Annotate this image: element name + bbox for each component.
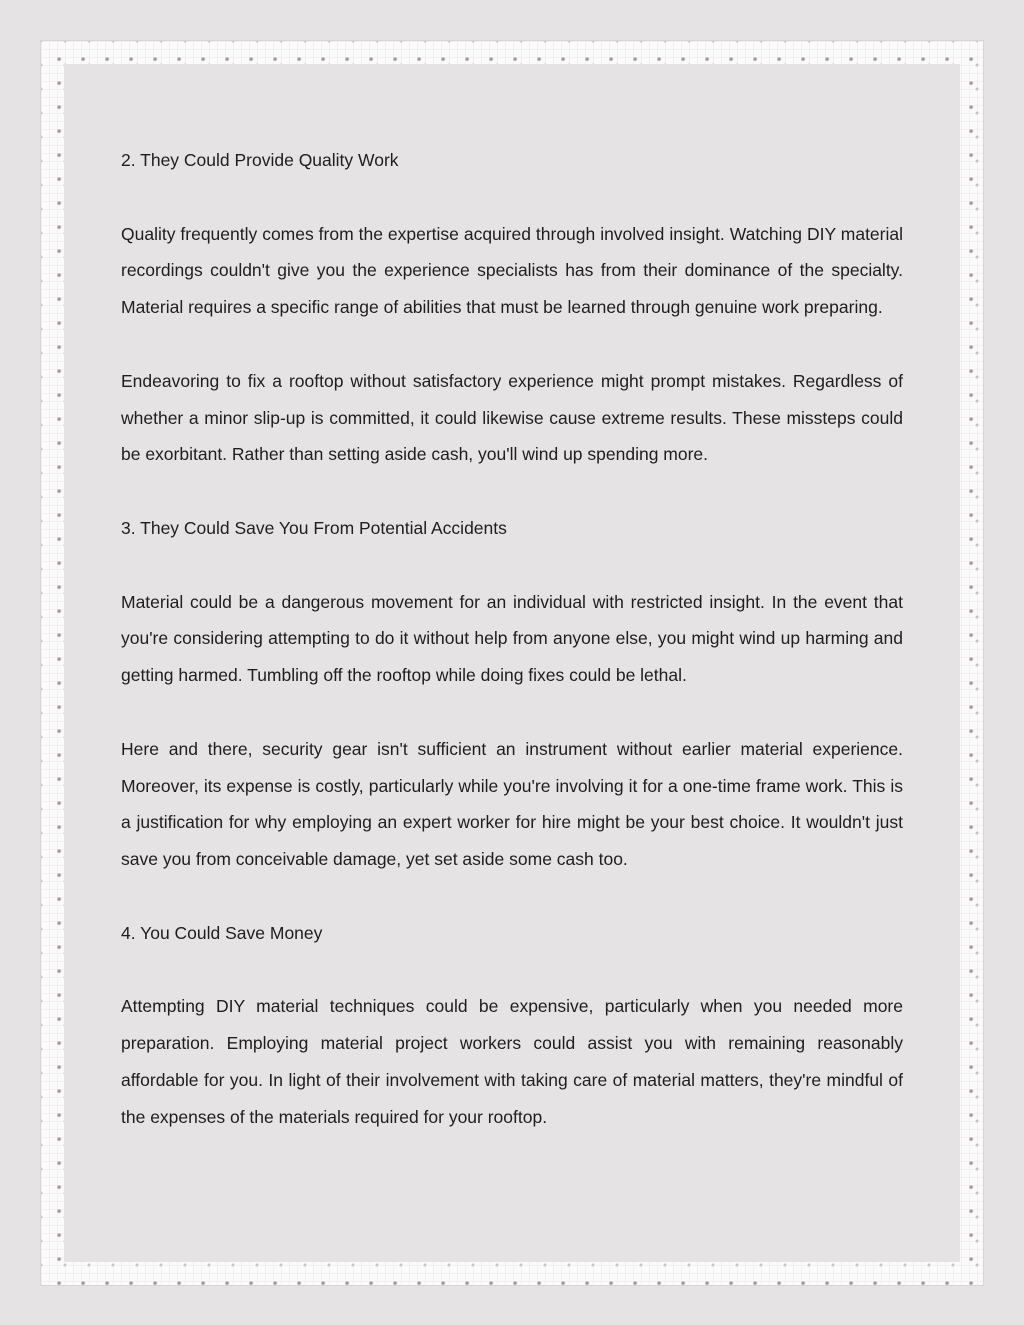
section-heading-quality-work: 2. They Could Provide Quality Work (121, 150, 399, 170)
decorative-page-border (40, 40, 984, 1286)
paragraph-dangerous-movement: Material could be a dangerous movement for an individual with restricted insight. In the event that you're considering attempting to do it without help from anyone else, you might wind up harming and getting harmed. Tumbling off the rooftop while doing fixes could be lethal. (121, 591, 903, 686)
paragraph-security-gear: Here and there, security gear isn't sufficient an instrument without earlier material experience. Moreover, its expense is costly, particularly while you're involving it for a one-time frame work. This is a justification for why employing an expert worker for hire might be your best choice. It wouldn't just save you from conceivable damage, yet set aside some cash too. (121, 738, 903, 870)
paragraph-quality-expertise: Quality frequently comes from the expertise acquired through involved insight. Watching DIY material recordings couldn't give you the experience specialists has from their dominance of the specialty. Material requires a specific range of abilities that must be learned through genuine work preparing. (121, 223, 903, 318)
page-content-area (64, 64, 960, 1262)
section-heading-save-money: 4. You Could Save Money (121, 922, 323, 943)
paragraph-mistakes-cost: Endeavoring to fix a rooftop without satisfactory experience might prompt mistakes. Regardless of whether a minor slip-up is committed, it could likewise cause extreme results. These missteps could be exorbitant. Rather than setting aside cash, you'll wind up spending more. (121, 370, 903, 465)
paragraph-diy-expensive: Attempting DIY material techniques could be expensive, particularly when you needed more preparation. Employing material project workers could assist you with remaining reasonably affordable for you. In light of their involvement with taking care of material matters, they're mindful of the expenses of the materials required for your rooftop. (121, 996, 903, 1127)
document-body (121, 142, 903, 1136)
section-heading-accidents: 3. They Could Save You From Potential Accidents (121, 517, 507, 538)
